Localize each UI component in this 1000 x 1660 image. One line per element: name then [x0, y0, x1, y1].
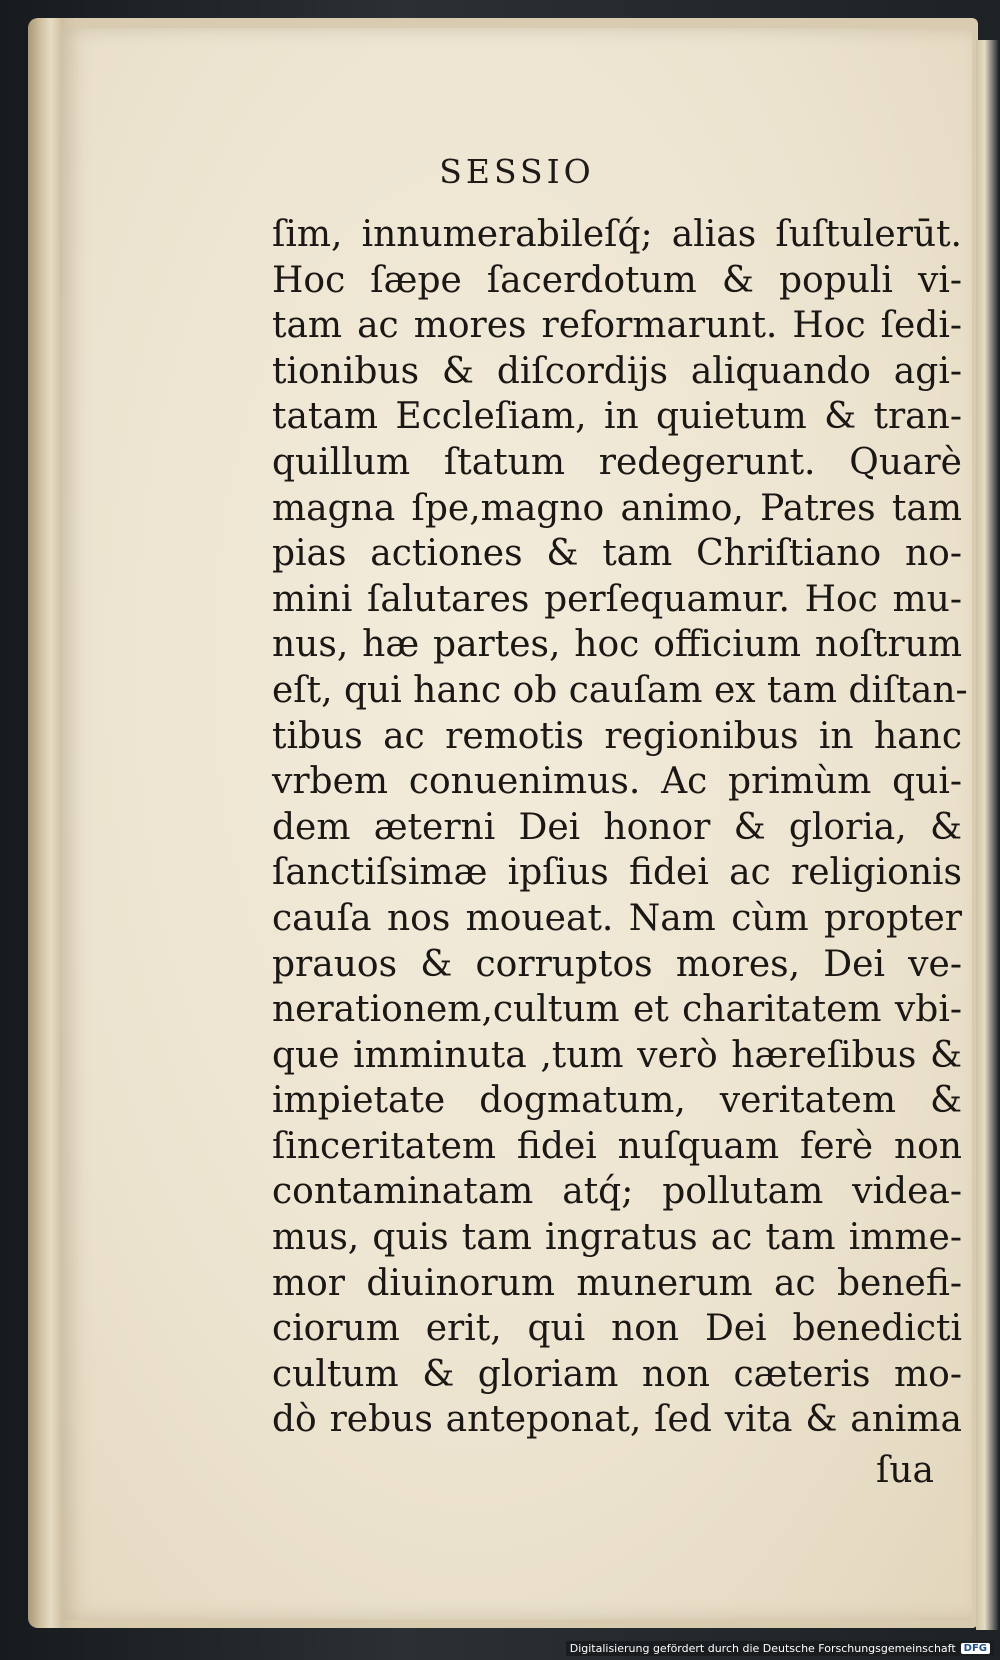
text-line: pias actiones & tam Chriſtiano no- — [272, 533, 962, 575]
text-line: nerationem,cultum et charitatem vbi- — [272, 989, 962, 1031]
running-head: SESSIO — [439, 152, 595, 191]
text-line: mor diuinorum munerum ac benefi- — [272, 1262, 962, 1304]
text-line: cauſa nos moueat. Nam cùm propter — [272, 897, 962, 939]
text-line: tatam Eccleſiam, in quietum & tran- — [272, 396, 962, 438]
text-line: vrbem conuenimus. Ac primùm qui- — [272, 761, 962, 803]
text-line: tionibus & diſcordijs aliquando agi- — [272, 350, 962, 392]
facing-page-edge — [976, 40, 998, 1630]
text-line: magna ſpe,magno animo, Patres tam — [272, 487, 962, 529]
text-line: tam ac mores reformarunt. Hoc ſedi- — [272, 305, 962, 347]
credit-text: Digitalisierung gefördert durch die Deutsche Forschungsgemeinschaft — [569, 1642, 956, 1655]
text-line: cultum & gloriam non cæteris mo- — [272, 1353, 962, 1395]
text-line: impietate dogmatum, veritatem & — [272, 1080, 962, 1122]
text-line: prauos & corruptos mores, Dei ve- — [272, 943, 962, 985]
text-line: mus, quis tam ingratus ac tam imme- — [272, 1217, 962, 1259]
text-line: que imminuta ,tum verò hæreſibus & — [272, 1034, 962, 1076]
text-line: eſt, qui hanc ob cauſam ex tam diſtan- — [272, 669, 968, 711]
text-line: Hoc ſæpe ſacerdotum & populi vi- — [272, 259, 962, 301]
text-line: dò rebus anteponat, ſed vita & anima — [272, 1399, 962, 1441]
text-line: contaminatam atq́; pollutam videa- — [272, 1171, 962, 1213]
catchword: ſua — [876, 1450, 934, 1491]
text-line: ſinceritatem fidei nuſquam ferè non — [272, 1125, 962, 1167]
text-line: nus, hæ partes, hoc officium noſtrum — [272, 624, 962, 666]
text-line: mini ſalutares perſequamur. Hoc mu- — [272, 578, 962, 620]
text-line: ciorum erit, qui non Dei benedicti — [272, 1308, 962, 1350]
book-page — [62, 28, 972, 1620]
text-line: ſim, innumerabileſq́; alias ſuſtulerūt. — [272, 214, 962, 255]
text-line: ſanctiſsimæ ipſius fidei ac religionis — [272, 852, 962, 894]
text-line: quillum ſtatum redegerunt. Quarè — [272, 441, 962, 483]
body-text — [272, 212, 968, 1443]
digitization-credit — [566, 1641, 994, 1656]
text-line: tibus ac remotis regionibus in hanc — [272, 715, 962, 757]
dfg-logo: DFG — [961, 1643, 990, 1654]
text-line: dem æterni Dei honor & gloria, & — [272, 806, 962, 848]
